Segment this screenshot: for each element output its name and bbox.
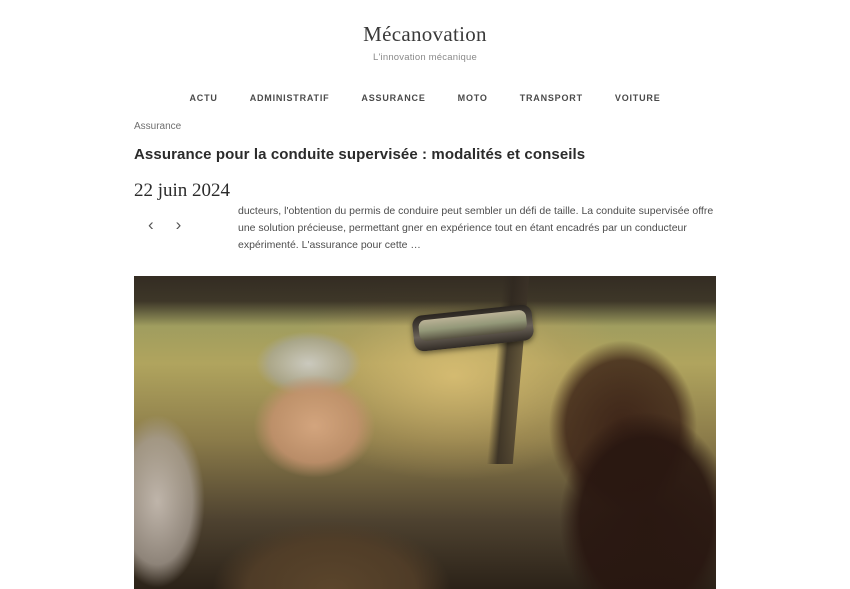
rearview-mirror-glass [418, 310, 528, 342]
article-excerpt: ducteurs, l'obtention du permis de conduire peut sembler un défi de taille. La conduite supervisée offre une solution précieuse, permettant gner en expérience tout en étant encadrés par un conducteur expérimenté. L'assurance pour cette … [238, 204, 714, 251]
site-header [0, 0, 850, 63]
nav-item-assurance[interactable]: ASSURANCE [361, 93, 426, 104]
date-column [134, 181, 234, 233]
carousel-controls [134, 216, 234, 233]
site-tagline: L'innovation mécanique [373, 52, 477, 64]
carousel-prev-icon[interactable]: ‹ [148, 214, 154, 234]
nav-item-moto[interactable]: MOTO [457, 93, 488, 104]
breadcrumb[interactable]: Assurance [134, 121, 182, 133]
article-content [134, 107, 716, 254]
article-hero-image[interactable] [134, 276, 716, 589]
article-title[interactable]: Assurance pour la conduite supervisée : modalités et conseils [134, 146, 586, 164]
site-title: Mécanovation [363, 22, 487, 46]
featured-article-row [134, 181, 716, 254]
nav-item-voiture[interactable]: VOITURE [614, 93, 661, 104]
main-navigation [0, 89, 850, 107]
article-date: 22 juin 2024 [134, 179, 231, 201]
nav-item-actu[interactable]: ACTU [189, 93, 218, 104]
nav-item-transport[interactable]: TRANSPORT [519, 93, 583, 104]
carousel-next-icon[interactable]: › [175, 214, 182, 234]
nav-item-administratif[interactable]: ADMINISTRATIF [249, 93, 330, 104]
excerpt-column [234, 181, 716, 254]
